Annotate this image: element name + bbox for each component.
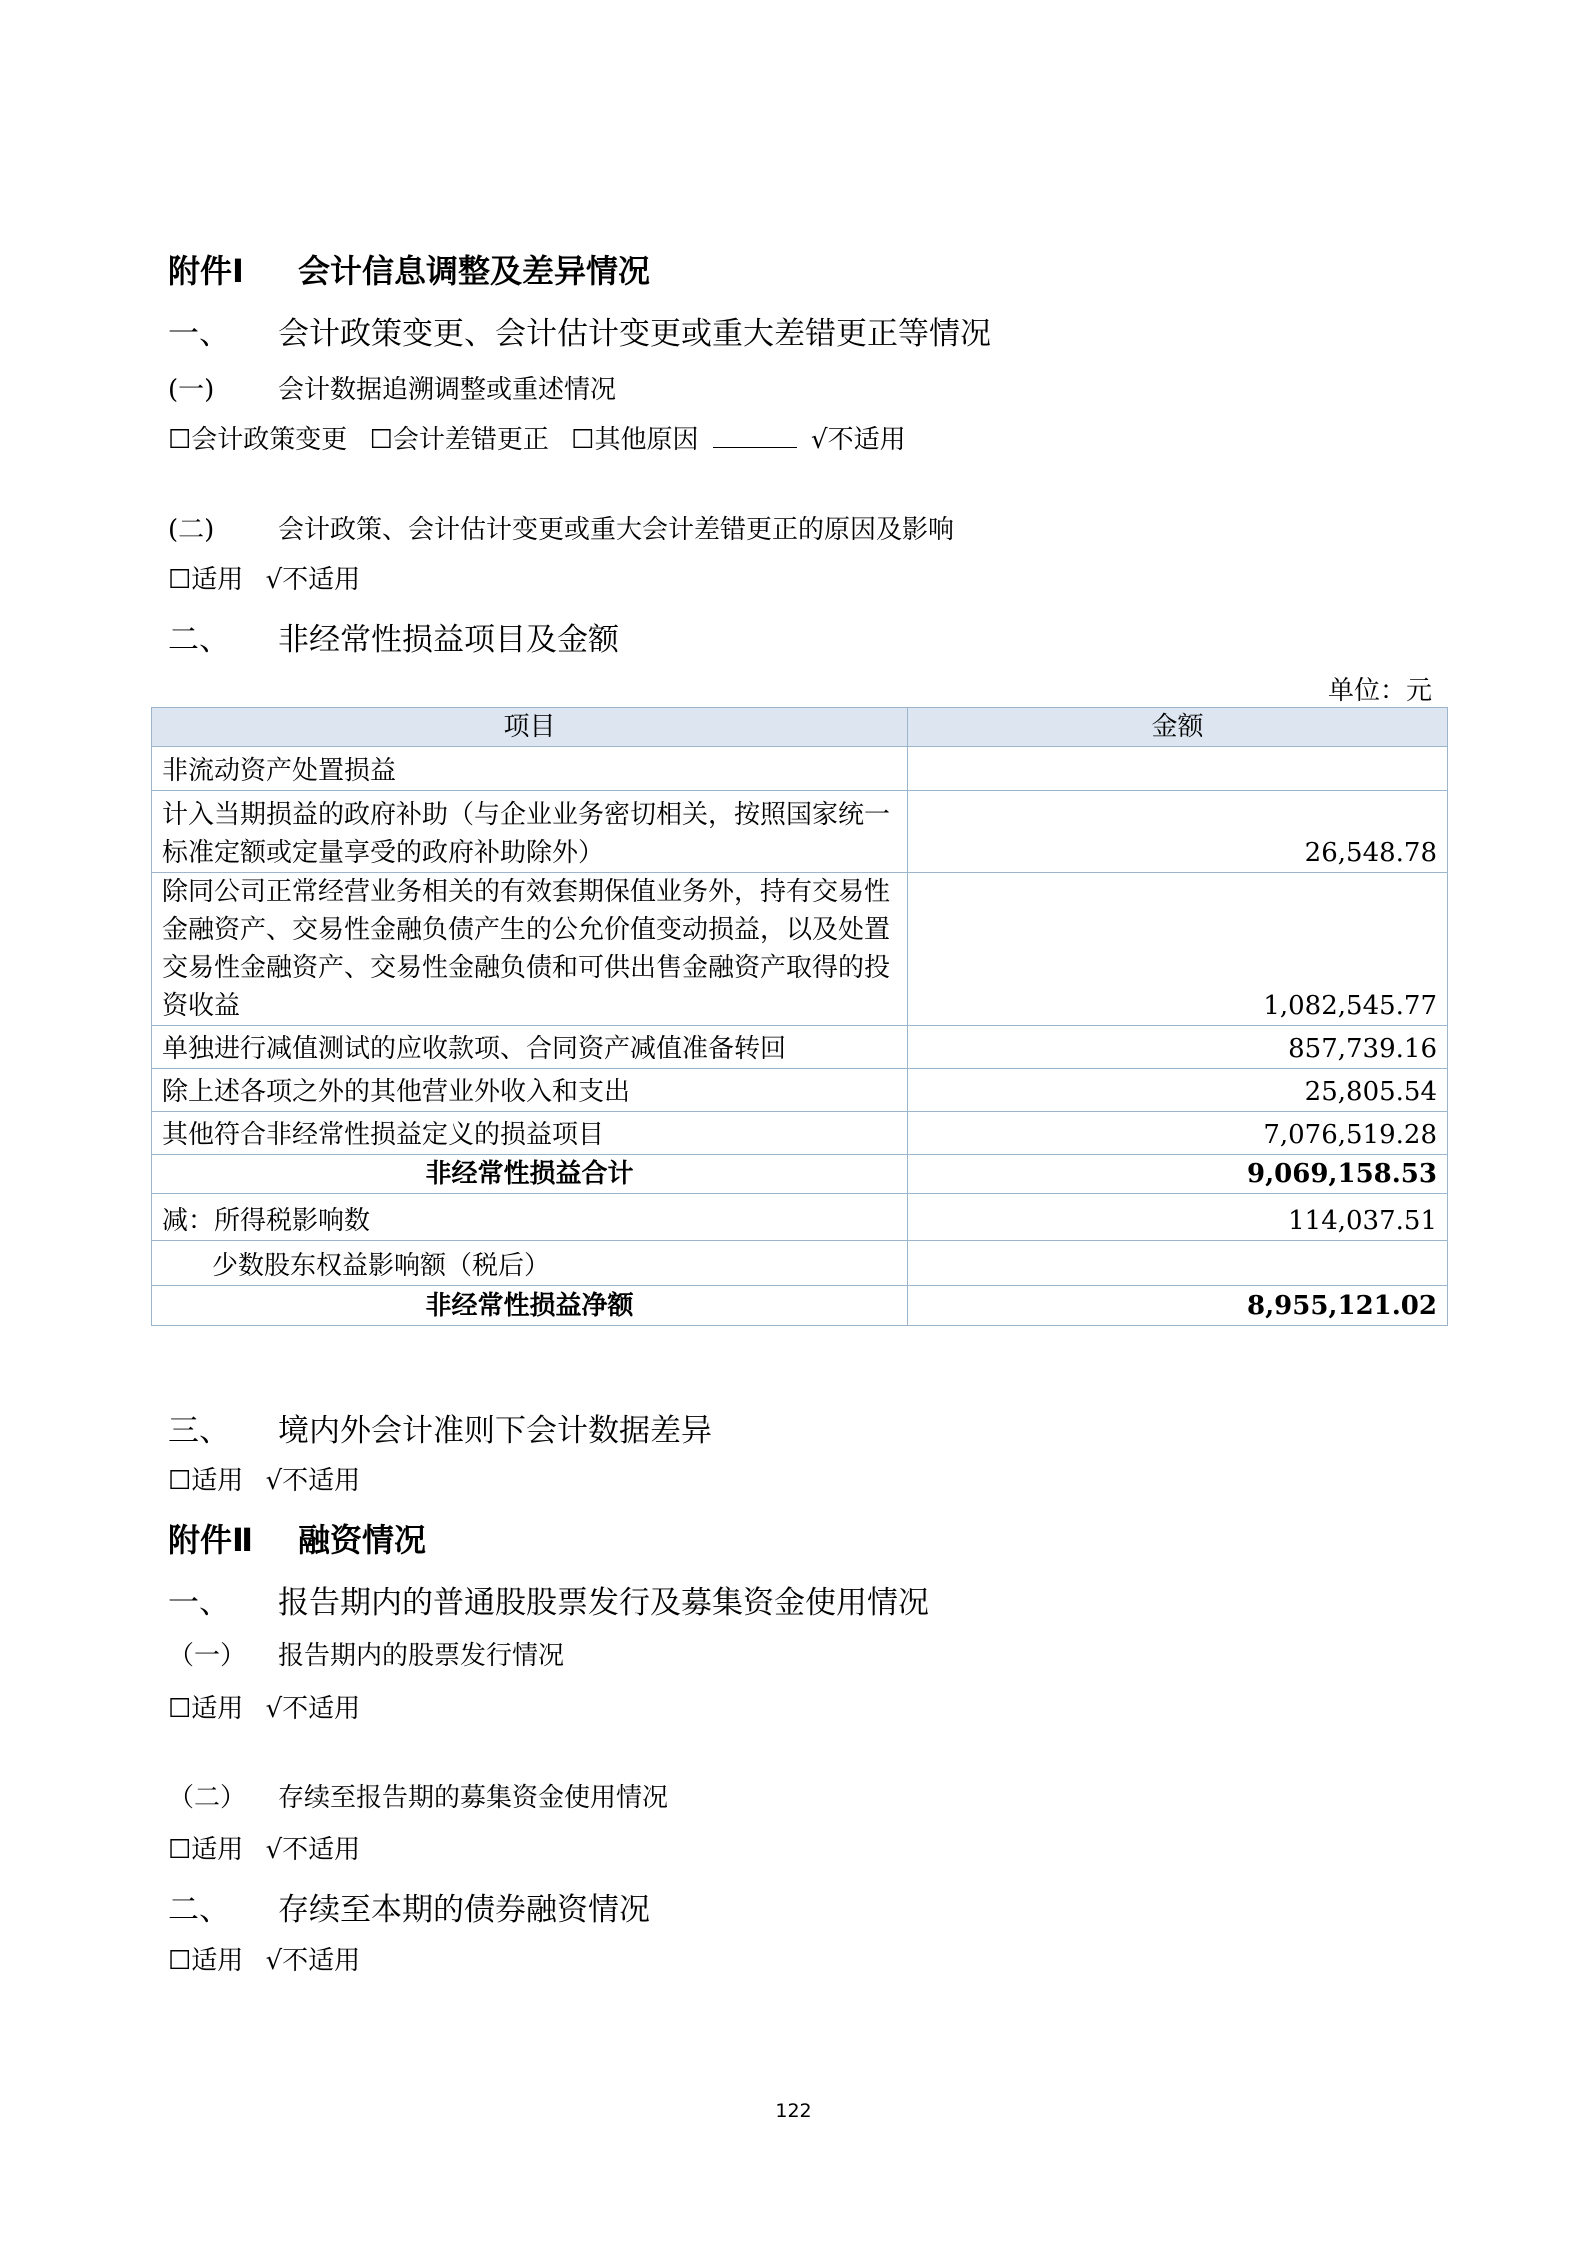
financing-section1-title: 报告期内的普通股股票发行及募集资金使用情况: [278, 1585, 929, 1621]
table-row: [152, 1112, 1448, 1155]
other-reason-blank: [713, 425, 797, 448]
option-not-applicable[interactable]: √不适用: [265, 1466, 361, 1496]
table-row: [152, 873, 1448, 1026]
row-item: 非流动资产处置损益: [152, 747, 908, 791]
subsection1-heading: [168, 369, 616, 406]
option-applicable[interactable]: ☐适用: [168, 1835, 244, 1865]
net-total-label: 非经常性损益净额: [152, 1286, 908, 1326]
table-row: [152, 791, 1448, 873]
row-amount: 1,082,545.77: [908, 873, 1448, 1026]
table-row: [152, 1026, 1448, 1069]
row-amount: 114,037.51: [908, 1194, 1448, 1241]
option-not-applicable[interactable]: √不适用: [265, 1835, 361, 1865]
row-item: 除同公司正常经营业务相关的有效套期保值业务外，持有交易性金融资产、交易性金融负债产生的公允价值变动损益，以及处置交易性金融资产、交易性金融负债和可供出售金融资产取得的投资收益: [152, 873, 908, 1026]
financing-section2-title: 存续至本期的债券融资情况: [278, 1892, 650, 1928]
financing-section1-heading: [168, 1577, 929, 1622]
option-applicable[interactable]: ☐适用: [168, 1466, 244, 1496]
appendix1-prefix: 附件Ⅰ: [168, 252, 244, 290]
financing-section2-number: 二、: [168, 1892, 230, 1928]
table-row: [152, 747, 1448, 791]
option-applicable[interactable]: ☐适用: [168, 565, 244, 595]
subsection2-heading: [168, 509, 954, 546]
row-amount: 26,548.78: [908, 791, 1448, 873]
row-item: 减：所得税影响数: [152, 1194, 908, 1241]
appendix2-heading: [168, 1515, 426, 1561]
financing-subsection2-number: （二）: [168, 1783, 247, 1813]
row-item: 计入当期损益的政府补助（与企业业务密切相关，按照国家统一标准定额或定量享受的政府补助除外）: [152, 791, 908, 873]
financing-section2-heading: [168, 1884, 650, 1929]
row-item: 其他符合非经常性损益定义的损益项目: [152, 1112, 908, 1155]
section1-heading: [168, 308, 991, 353]
financing-subsection2-heading: [168, 1777, 668, 1814]
gaap-difference-options: [168, 1460, 360, 1497]
bond-financing-options: [168, 1940, 360, 1977]
row-amount: 25,805.54: [908, 1069, 1448, 1112]
subtotal-row: [152, 1155, 1448, 1194]
appendix2-title: 融资情况: [298, 1521, 427, 1559]
section2-title: 非经常性损益项目及金额: [278, 622, 619, 658]
net-total-amount: 8,955,121.02: [908, 1286, 1448, 1326]
subsection2-number: (二): [168, 515, 215, 545]
table-row: [152, 1069, 1448, 1112]
section3-heading: [168, 1405, 712, 1450]
option-applicable[interactable]: ☐适用: [168, 1946, 244, 1976]
option-not-applicable[interactable]: √不适用: [811, 425, 906, 455]
option-error-correction[interactable]: ☐会计差错更正: [369, 425, 549, 455]
table-header-row: [152, 708, 1448, 747]
stock-issuance-options: [168, 1688, 360, 1725]
subtotal-label: 非经常性损益合计: [152, 1155, 908, 1194]
unit-label: 单位：元: [1327, 676, 1432, 706]
row-amount: 857,739.16: [908, 1026, 1448, 1069]
row-item: 除上述各项之外的其他营业外收入和支出: [152, 1069, 908, 1112]
section3-number: 三、: [168, 1413, 230, 1449]
table-row: [152, 1194, 1448, 1241]
header-amount: 金额: [908, 708, 1448, 747]
section2-number: 二、: [168, 622, 230, 658]
option-applicable[interactable]: ☐适用: [168, 1694, 244, 1724]
row-item: 少数股东权益影响额（税后）: [152, 1241, 908, 1286]
financing-section1-number: 一、: [168, 1585, 230, 1621]
appendix2-prefix: 附件Ⅱ: [168, 1521, 254, 1559]
row-amount: [908, 1241, 1448, 1286]
financing-subsection2-title: 存续至报告期的募集资金使用情况: [278, 1783, 669, 1813]
section3-title: 境内外会计准则下会计数据差异: [278, 1413, 712, 1449]
section1-number: 一、: [168, 316, 230, 352]
subsection1-number: (一): [168, 375, 215, 405]
option-policy-change[interactable]: ☐会计政策变更: [168, 425, 348, 455]
option-not-applicable[interactable]: √不适用: [265, 1694, 361, 1724]
option-other-reason[interactable]: ☐其他原因: [571, 425, 699, 455]
row-amount: 7,076,519.28: [908, 1112, 1448, 1155]
appendix1-heading: [168, 246, 650, 292]
section1-title: 会计政策变更、会计估计变更或重大差错更正等情况: [278, 316, 991, 352]
option-not-applicable[interactable]: √不适用: [265, 1946, 361, 1976]
option-not-applicable[interactable]: √不适用: [265, 565, 361, 595]
financing-subsection1-number: （一）: [168, 1641, 247, 1671]
net-total-row: [152, 1286, 1448, 1326]
row-amount: [908, 747, 1448, 791]
financing-subsection1-title: 报告期内的股票发行情况: [278, 1641, 565, 1671]
non-recurring-table: [151, 707, 1448, 1326]
section2-heading: [168, 614, 619, 659]
fund-usage-options: [168, 1829, 360, 1866]
policy-impact-options: [168, 559, 360, 596]
appendix1-title: 会计信息调整及差异情况: [298, 252, 651, 290]
subtotal-amount: 9,069,158.53: [908, 1155, 1448, 1194]
row-item: 单独进行减值测试的应收款项、合同资产减值准备转回: [152, 1026, 908, 1069]
subsection1-title: 会计数据追溯调整或重述情况: [278, 375, 617, 405]
table-row: [152, 1241, 1448, 1286]
restatement-options: [168, 419, 906, 456]
subsection2-title: 会计政策、会计估计变更或重大会计差错更正的原因及影响: [278, 515, 955, 545]
page-number: 122: [775, 2100, 812, 2122]
header-item: 项目: [152, 708, 908, 747]
financing-subsection1-heading: [168, 1635, 564, 1672]
